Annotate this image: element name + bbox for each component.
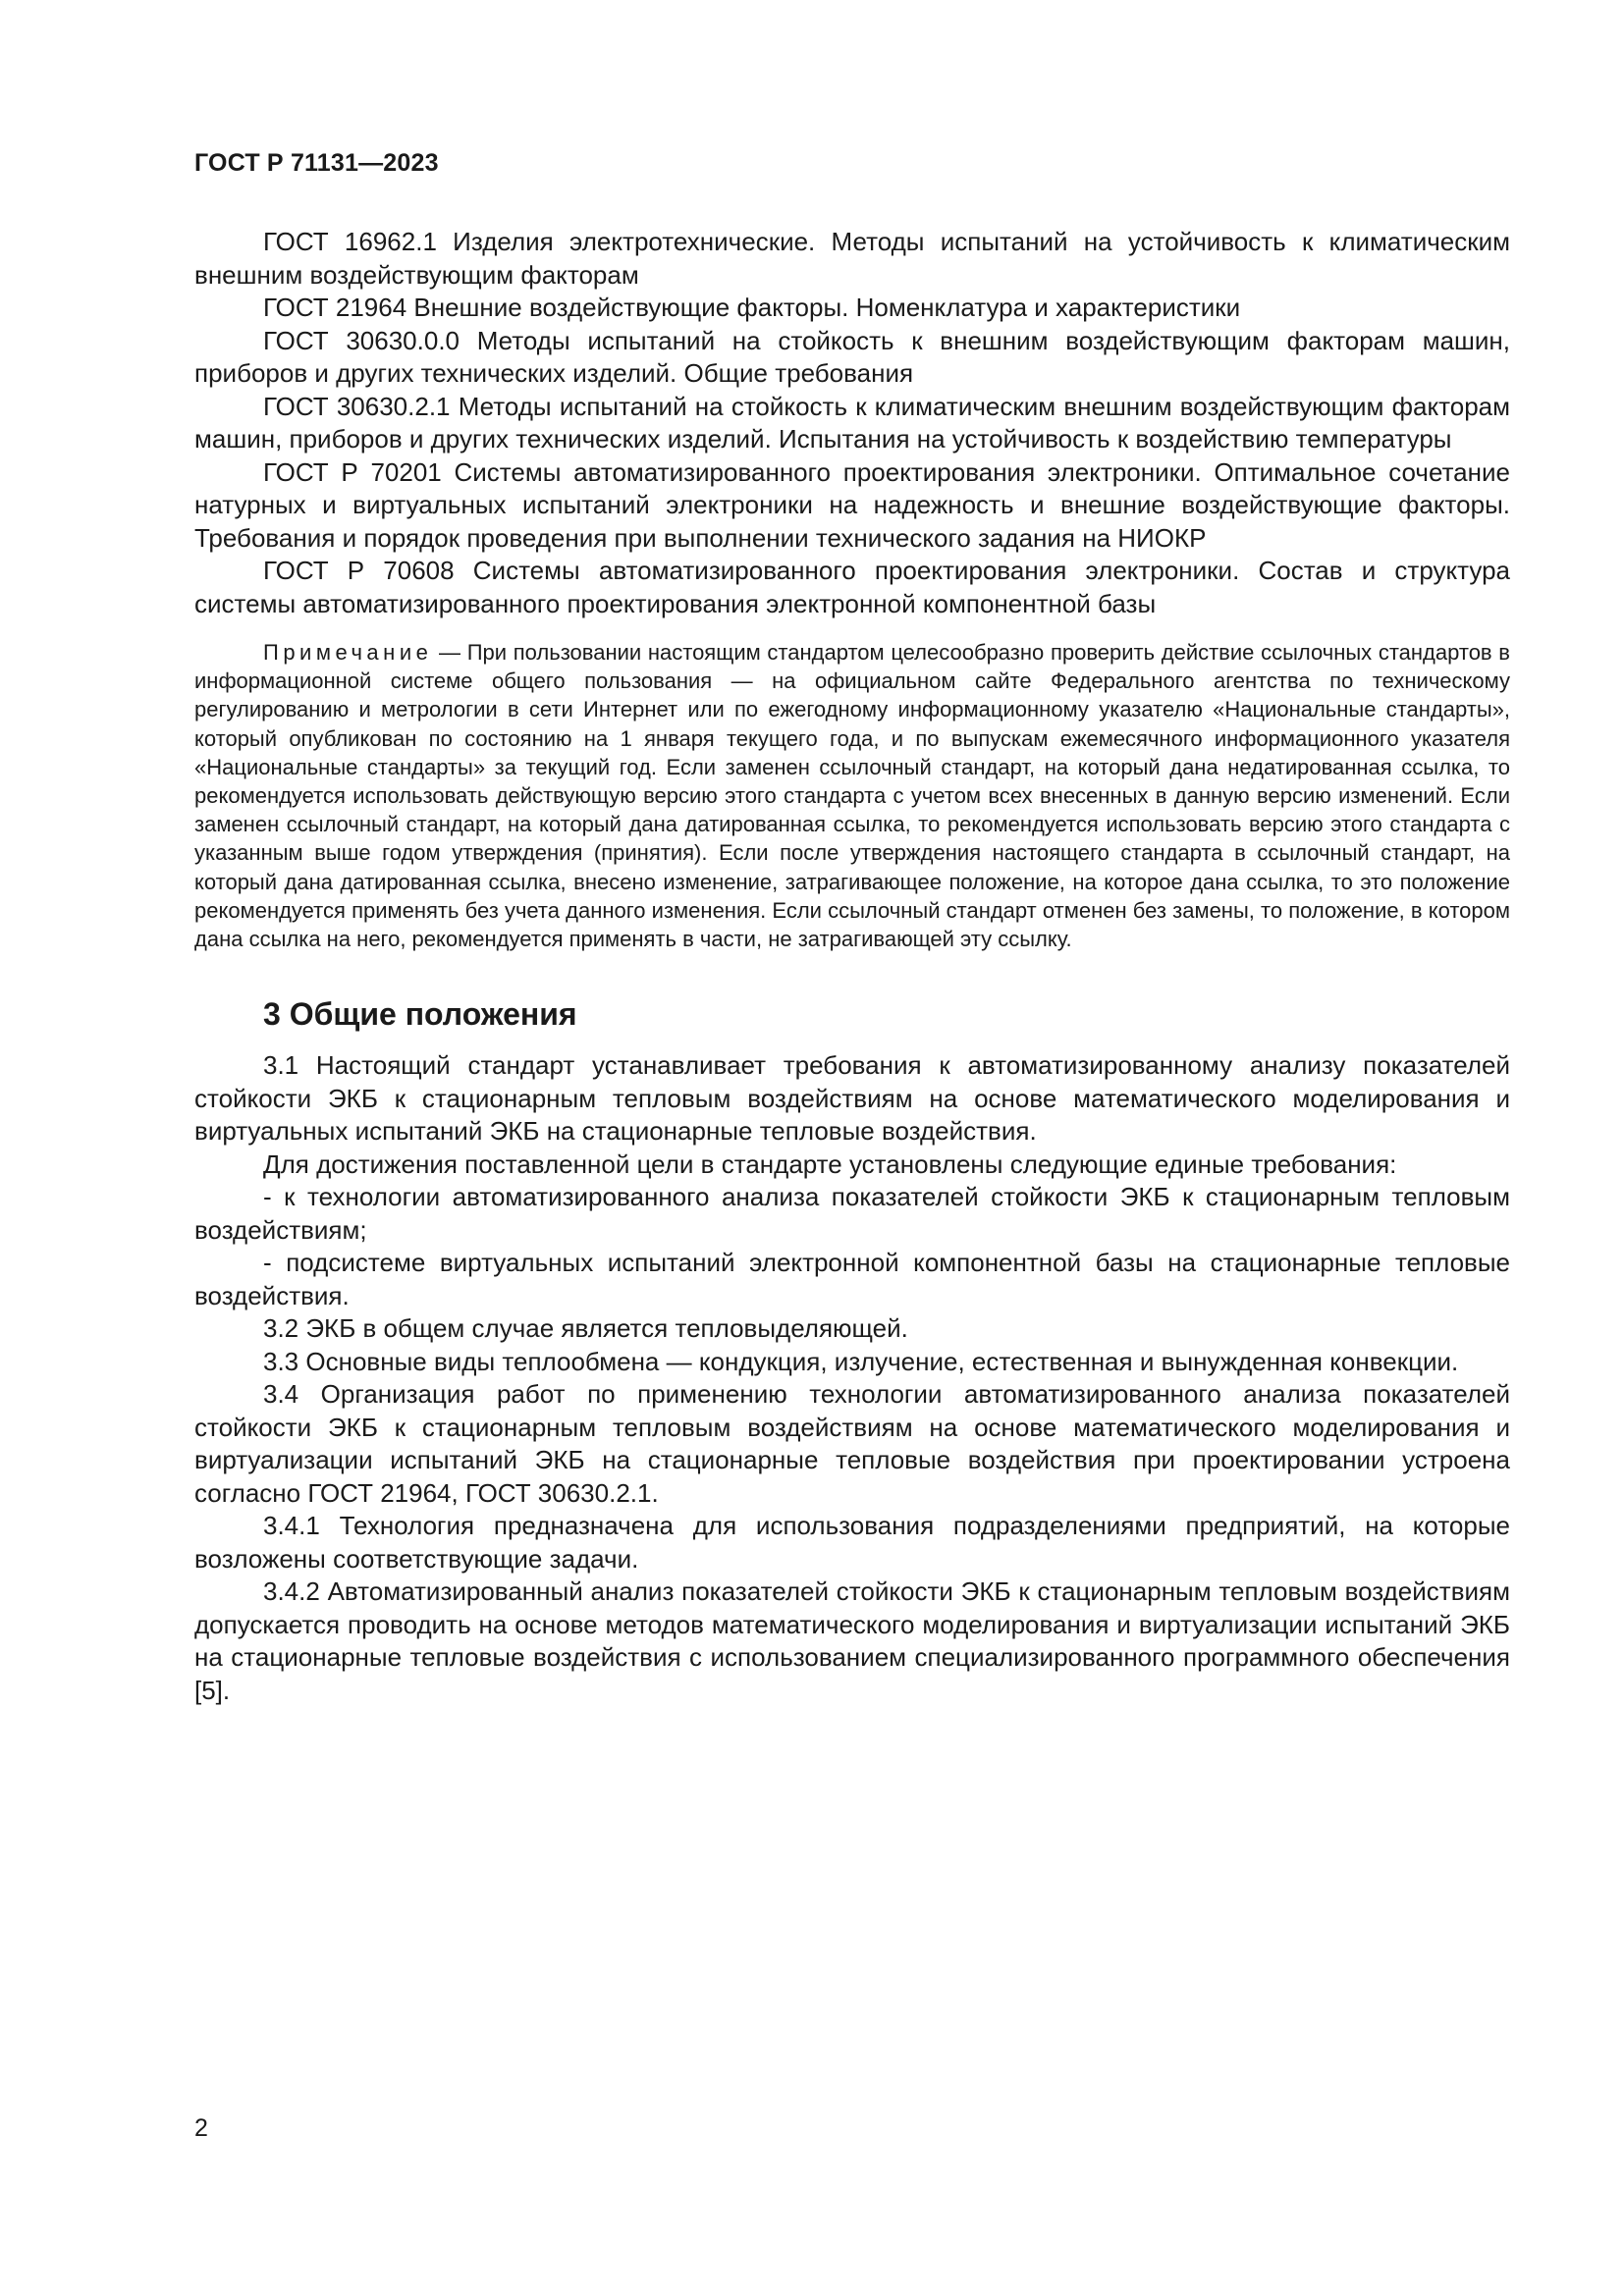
- reference-item: ГОСТ 16962.1 Изделия электротехнические. Методы испытаний на устойчивость к климатическим внешним воздействующим факторам: [194, 227, 1510, 290]
- reference-item: ГОСТ Р 70608 Системы автоматизированного проектирования электроники. Состав и структура системы автоматизированного проектирования электронной компонентной базы: [194, 556, 1510, 618]
- reference-item: ГОСТ 30630.0.0 Методы испытаний на стойкость к внешним воздействующим факторам машин, приборов и других технических изделий. Общие требования: [194, 325, 1510, 388]
- note-paragraph: [194, 638, 1510, 953]
- page-content: [194, 226, 1510, 1707]
- reference-item: ГОСТ 21964 Внешние воздействующие факторы. Номенклатура и характеристики: [263, 293, 1241, 322]
- section-paragraph: - подсистеме виртуальных испытаний электронной компонентной базы на стационарные тепловые воздействия.: [194, 1248, 1510, 1310]
- reference-item: ГОСТ 30630.2.1 Методы испытаний на стойкость к климатическим внешним воздействующим факторам машин, приборов и других технических изделий. Испытания на устойчивость к воздействию температуры: [194, 391, 1510, 454]
- section-heading: 3 Общие положения: [263, 996, 577, 1033]
- document-header: ГОСТ Р 71131—2023: [194, 149, 439, 177]
- section-paragraph: 3.1 Настоящий стандарт устанавливает требования к автоматизированному анализу показателей стойкости ЭКБ к стационарным тепловым воздействиям на основе математического моделирования и виртуальных испытаний ЭКБ на стационарные тепловые воздействия.: [194, 1050, 1510, 1147]
- section-paragraph: 3.4.1 Технология предназначена для использования подразделениями предприятий, на которые возложены соответствующие задачи.: [194, 1511, 1510, 1574]
- note-text: — При пользовании настоящим стандартом целесообразно проверить действие ссылочных стандартов в информационной системе общего пользования — на официальном сайте Федерального агентства по техническому регулированию и метрологии в сети Интернет или по ежегодному информационному указателю «Национальные стандарты», который опубликован по состоянию на 1 января текущего года, и по выпускам ежемесячного информационного указателя «Национальные стандарты» за текущий год. Если заменен ссылочный стандарт, на который дана недатированная ссылка, то рекомендуется использовать действующую версию этого стандарта с учетом всех внесенных в данную версию изменений. Если заменен ссылочный стандарт, на который дана датированная ссылка, то рекомендуется использовать версию этого стандарта с указанным выше годом утверждения (принятия). Если после утверждения настоящего стандарта в ссылочный стандарт, на который дана датированная ссылка, внесено изменение, затрагивающее положение, на которое дана ссылка, то это положение рекомендуется применять без учета данного изменения. Если ссылочный стандарт отменен без замены, то положение, в котором дана ссылка на него, рекомендуется применять в части, не затрагивающей эту ссылку.: [194, 640, 1510, 952]
- reference-item: ГОСТ Р 70201 Системы автоматизированного проектирования электроники. Оптимальное сочетание натурных и виртуальных испытаний электроники на надежность и внешние воздействующие факторы. Требования и порядок проведения при выполнении технического задания на НИОКР: [194, 456, 1510, 553]
- note-label: Примечание: [263, 640, 433, 665]
- section-paragraph: 3.3 Основные виды теплообмена — кондукция, излучение, естественная и вынужденная конвекции.: [263, 1346, 1459, 1376]
- section-paragraph: 3.2 ЭКБ в общем случае является тепловыделяющей.: [263, 1313, 908, 1344]
- section-paragraph: Для достижения поставленной цели в стандарте установлены следующие единые требования:: [263, 1148, 1397, 1179]
- section-body: [194, 1049, 1510, 1707]
- section-paragraph: 3.4.2 Автоматизированный анализ показателей стойкости ЭКБ к стационарным тепловым воздействиям допускается проводить на основе методов математического моделирования и виртуализации испытаний ЭКБ на стационарные тепловые воздействия с использованием специализированного программного обеспечения [5].: [194, 1576, 1510, 1705]
- section-paragraph: 3.4 Организация работ по применению технологии автоматизированного анализа показателей стойкости ЭКБ к стационарным тепловым воздействиям на основе математического моделирования и виртуализации испытаний ЭКБ на стационарные тепловые воздействия при проектировании устроена согласно ГОСТ 21964, ГОСТ 30630.2.1.: [194, 1379, 1510, 1508]
- normative-references-list: [194, 226, 1510, 620]
- section-paragraph: - к технологии автоматизированного анализа показателей стойкости ЭКБ к стационарным тепловым воздействиям;: [194, 1182, 1510, 1245]
- page-number: 2: [194, 2114, 208, 2142]
